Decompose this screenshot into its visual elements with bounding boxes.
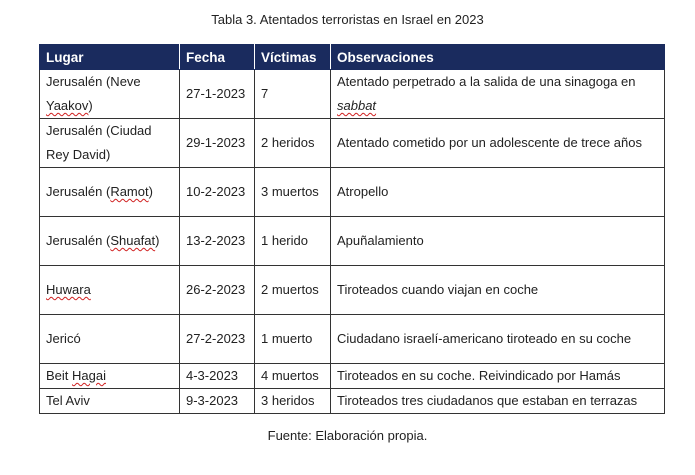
- spellcheck-flagged-word: Hagai: [72, 368, 106, 383]
- cell-fecha: 26-2-2023: [180, 266, 255, 315]
- cell-fecha: 27-1-2023: [180, 70, 255, 119]
- cell-victimas: 4 muertos: [255, 364, 331, 389]
- spellcheck-flagged-word: sabbat: [337, 98, 377, 113]
- spellcheck-flagged-word: Shuafat: [110, 233, 156, 248]
- cell-observaciones: Ciudadano israelí-americano tiroteado en su coche: [331, 315, 665, 364]
- cell-fecha: 13-2-2023: [180, 217, 255, 266]
- table-row: [40, 315, 665, 364]
- cell-lugar: Jerusalén (Ciudad Rey David): [40, 119, 180, 168]
- column-header-fecha: Fecha: [180, 45, 255, 70]
- cell-lugar: [40, 266, 180, 315]
- cell-victimas: 3 muertos: [255, 168, 331, 217]
- table-row: [40, 364, 665, 389]
- cell-victimas: 2 heridos: [255, 119, 331, 168]
- cell-observaciones: Tiroteados cuando viajan en coche: [331, 266, 665, 315]
- spellcheck-flagged-word: Ramot: [110, 184, 149, 199]
- cell-fecha: 9-3-2023: [180, 389, 255, 414]
- table-row: [40, 119, 665, 168]
- table-caption: Tabla 3. Atentados terroristas en Israel en 2023: [211, 12, 484, 27]
- cell-observaciones: Atentado perpetrado a la salida de una sinagoga en sabbat: [331, 70, 665, 119]
- column-header-observaciones: Observaciones: [331, 45, 665, 70]
- cell-lugar: Tel Aviv: [40, 389, 180, 414]
- cell-lugar: Jerusalén (Ramot): [40, 168, 180, 217]
- cell-lugar: Jerusalén (Neve Yaakov): [40, 70, 180, 119]
- cell-victimas: 2 muertos: [255, 266, 331, 315]
- table-row: [40, 217, 665, 266]
- attacks-table: [39, 44, 665, 414]
- cell-victimas: 1 herido: [255, 217, 331, 266]
- table-row: [40, 70, 665, 119]
- cell-observaciones: Tiroteados en su coche. Reivindicado por Hamás: [331, 364, 665, 389]
- cell-fecha: 10-2-2023: [180, 168, 255, 217]
- cell-lugar: Jericó: [40, 315, 180, 364]
- cell-lugar: Beit Hagai: [40, 364, 180, 389]
- cell-victimas: 7: [255, 70, 331, 119]
- table-header-row: [40, 45, 665, 70]
- spellcheck-flagged-word: Huwara: [46, 282, 91, 297]
- cell-fecha: 27-2-2023: [180, 315, 255, 364]
- table-row: [40, 389, 665, 414]
- cell-observaciones: Apuñalamiento: [331, 217, 665, 266]
- table-row: [40, 168, 665, 217]
- cell-observaciones: Atropello: [331, 168, 665, 217]
- column-header-lugar: Lugar: [40, 45, 180, 70]
- column-header-victimas: Víctimas: [255, 45, 331, 70]
- cell-fecha: 29-1-2023: [180, 119, 255, 168]
- spellcheck-flagged-word: Yaakov: [46, 98, 89, 113]
- cell-lugar: Jerusalén (Shuafat): [40, 217, 180, 266]
- cell-fecha: 4-3-2023: [180, 364, 255, 389]
- table-source-note: Fuente: Elaboración propia.: [267, 428, 428, 443]
- cell-observaciones: Tiroteados tres ciudadanos que estaban en terrazas: [331, 389, 665, 414]
- table-row: [40, 266, 665, 315]
- cell-observaciones: Atentado cometido por un adolescente de trece años: [331, 119, 665, 168]
- cell-victimas: 1 muerto: [255, 315, 331, 364]
- cell-victimas: 3 heridos: [255, 389, 331, 414]
